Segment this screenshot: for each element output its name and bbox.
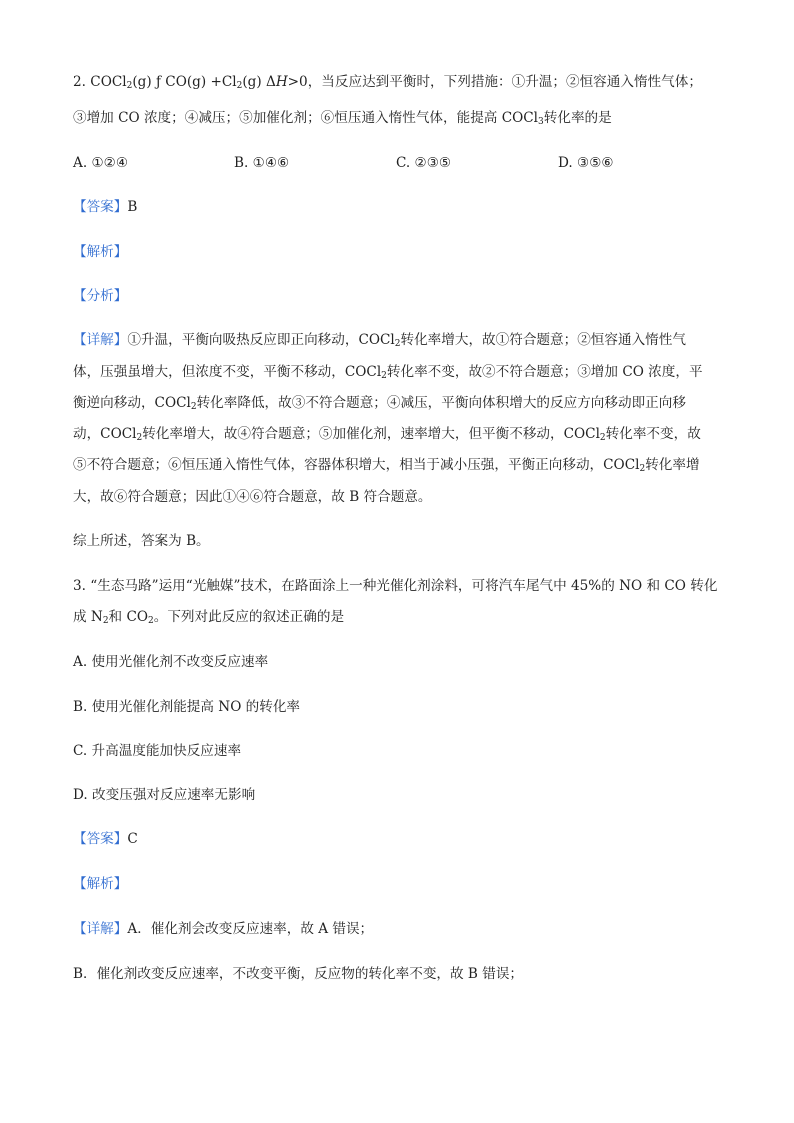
analysis-tag: 【解析】 xyxy=(73,244,128,260)
q3-detail-a xyxy=(73,919,373,939)
q2-detail-line xyxy=(73,487,431,507)
q2-detail-line xyxy=(73,455,700,475)
answer-tag: 【答案】 xyxy=(73,831,128,847)
q3-stem-text: 成 N xyxy=(73,609,103,625)
subscript: 2 xyxy=(236,81,243,91)
detail-text: 转化率增 xyxy=(645,457,700,473)
subscript: 2 xyxy=(126,81,133,91)
q2-stem-text: (g) Δ xyxy=(242,74,276,90)
subscript: 2 xyxy=(394,339,401,349)
q3-option-c: C. 升高温度能加快反应速率 xyxy=(73,743,242,759)
q2-stem-text: (g) ƒ CO(g) +Cl xyxy=(132,74,237,90)
q3-answer xyxy=(73,829,138,849)
q2-stem-line2 xyxy=(73,108,612,128)
q2-stem-text: 转化率的是 xyxy=(543,110,612,126)
detail-tag: 【详解】 xyxy=(73,921,128,937)
q2-detail-line xyxy=(73,362,703,382)
q2-stem-text: 2. COCl xyxy=(73,74,127,90)
q2-option-a: A. ①②④ xyxy=(73,155,129,171)
detail-text: 转化率增大，故①符合题意；②恒容通入惰性气 xyxy=(400,332,686,348)
q3-stem-text: 和 CO xyxy=(108,609,149,625)
answer-value: B xyxy=(127,199,138,215)
fenxi-tag: 【分析】 xyxy=(73,288,128,304)
detail-text: 动，COCl xyxy=(73,426,137,442)
q2-analysis-heading xyxy=(73,242,127,262)
detail-text: 大，故⑥符合题意；因此①④⑥符合题意，故 B 符合题意。 xyxy=(73,489,432,505)
detail-text: ①升温，平衡向吸热反应即正向移动，COCl xyxy=(127,332,395,348)
subscript: 2 xyxy=(102,616,109,626)
q2-detail-line xyxy=(73,330,686,350)
detail-text: A．催化剂会改变反应速率，故 A 错误； xyxy=(127,921,374,937)
enthalpy-symbol: H xyxy=(275,74,288,90)
q3-option-d: D. 改变压强对反应速率无影响 xyxy=(73,787,256,803)
q2-summary: 综上所述，答案为 B。 xyxy=(73,533,210,549)
q2-stem-line1 xyxy=(73,72,702,92)
subscript: 2 xyxy=(599,433,606,443)
q3-option-a: A. 使用光催化剂不改变反应速率 xyxy=(73,654,269,670)
q3-analysis-heading xyxy=(73,874,127,894)
subscript: 2 xyxy=(148,616,154,626)
detail-text: 转化率不变，故 xyxy=(605,426,701,442)
answer-value: C xyxy=(127,831,138,847)
answer-tag: 【答案】 xyxy=(73,199,128,215)
q3-option-b: B. 使用光催化剂能提高 NO 的转化率 xyxy=(73,699,301,715)
detail-text: 转化率降低，故③不符合题意；④减压，平衡向体积增大的反应方向移动即正向移 xyxy=(196,395,686,411)
q2-option-c: C. ②③⑤ xyxy=(396,155,452,171)
q3-stem-text: 。下列对此反应的叙述正确的是 xyxy=(153,609,345,625)
q2-option-d: D. ③⑤⑥ xyxy=(558,155,614,171)
subscript: 2 xyxy=(639,464,646,474)
detail-text: 体，压强虽增大，但浓度不变，平衡不移动，COCl xyxy=(73,364,382,380)
detail-text: ⑤不符合题意；⑥恒压通入惰性气体，容器体积增大，相当于减小压强，平衡正向移动，COCl xyxy=(73,457,640,473)
q2-detail-line xyxy=(73,393,686,413)
q3-stem-line1: 3. “生态马路”运用“光触媒”技术，在路面涂上一种光催化剂涂料，可将汽车尾气中 45%的 NO 和 CO 转化 xyxy=(73,578,718,594)
subscript: 3 xyxy=(538,117,544,127)
detail-text: 衡逆向移动，COCl xyxy=(73,395,191,411)
subscript: 2 xyxy=(136,433,143,443)
q3-stem-line2 xyxy=(73,607,344,627)
q2-option-b: B. ①④⑥ xyxy=(234,155,290,171)
analysis-tag: 【解析】 xyxy=(73,876,128,892)
q2-answer xyxy=(73,197,137,217)
q2-detail-line xyxy=(73,424,701,444)
q2-stem-text: ③增加 CO 浓度；④减压；⑤加催化剂；⑥恒压通入惰性气体，能提高 COCl xyxy=(73,110,539,126)
detail-text: 转化率增大，故④符合题意；⑤加催化剂，速率增大，但平衡不移动，COCl xyxy=(142,426,600,442)
detail-tag: 【详解】 xyxy=(73,332,128,348)
subscript: 2 xyxy=(381,371,387,381)
q3-detail-b: B．催化剂改变反应速率，不改变平衡，反应物的转化率不变，故 B 错误； xyxy=(73,966,524,982)
detail-text: 转化率不变，故②不符合题意；③增加 CO 浓度，平 xyxy=(386,364,703,380)
subscript: 2 xyxy=(190,402,197,412)
q2-stem-text: >0，当反应达到平衡时，下列措施：①升温；②恒容通入惰性气体； xyxy=(287,74,702,90)
q2-fenxi-heading xyxy=(73,286,127,306)
